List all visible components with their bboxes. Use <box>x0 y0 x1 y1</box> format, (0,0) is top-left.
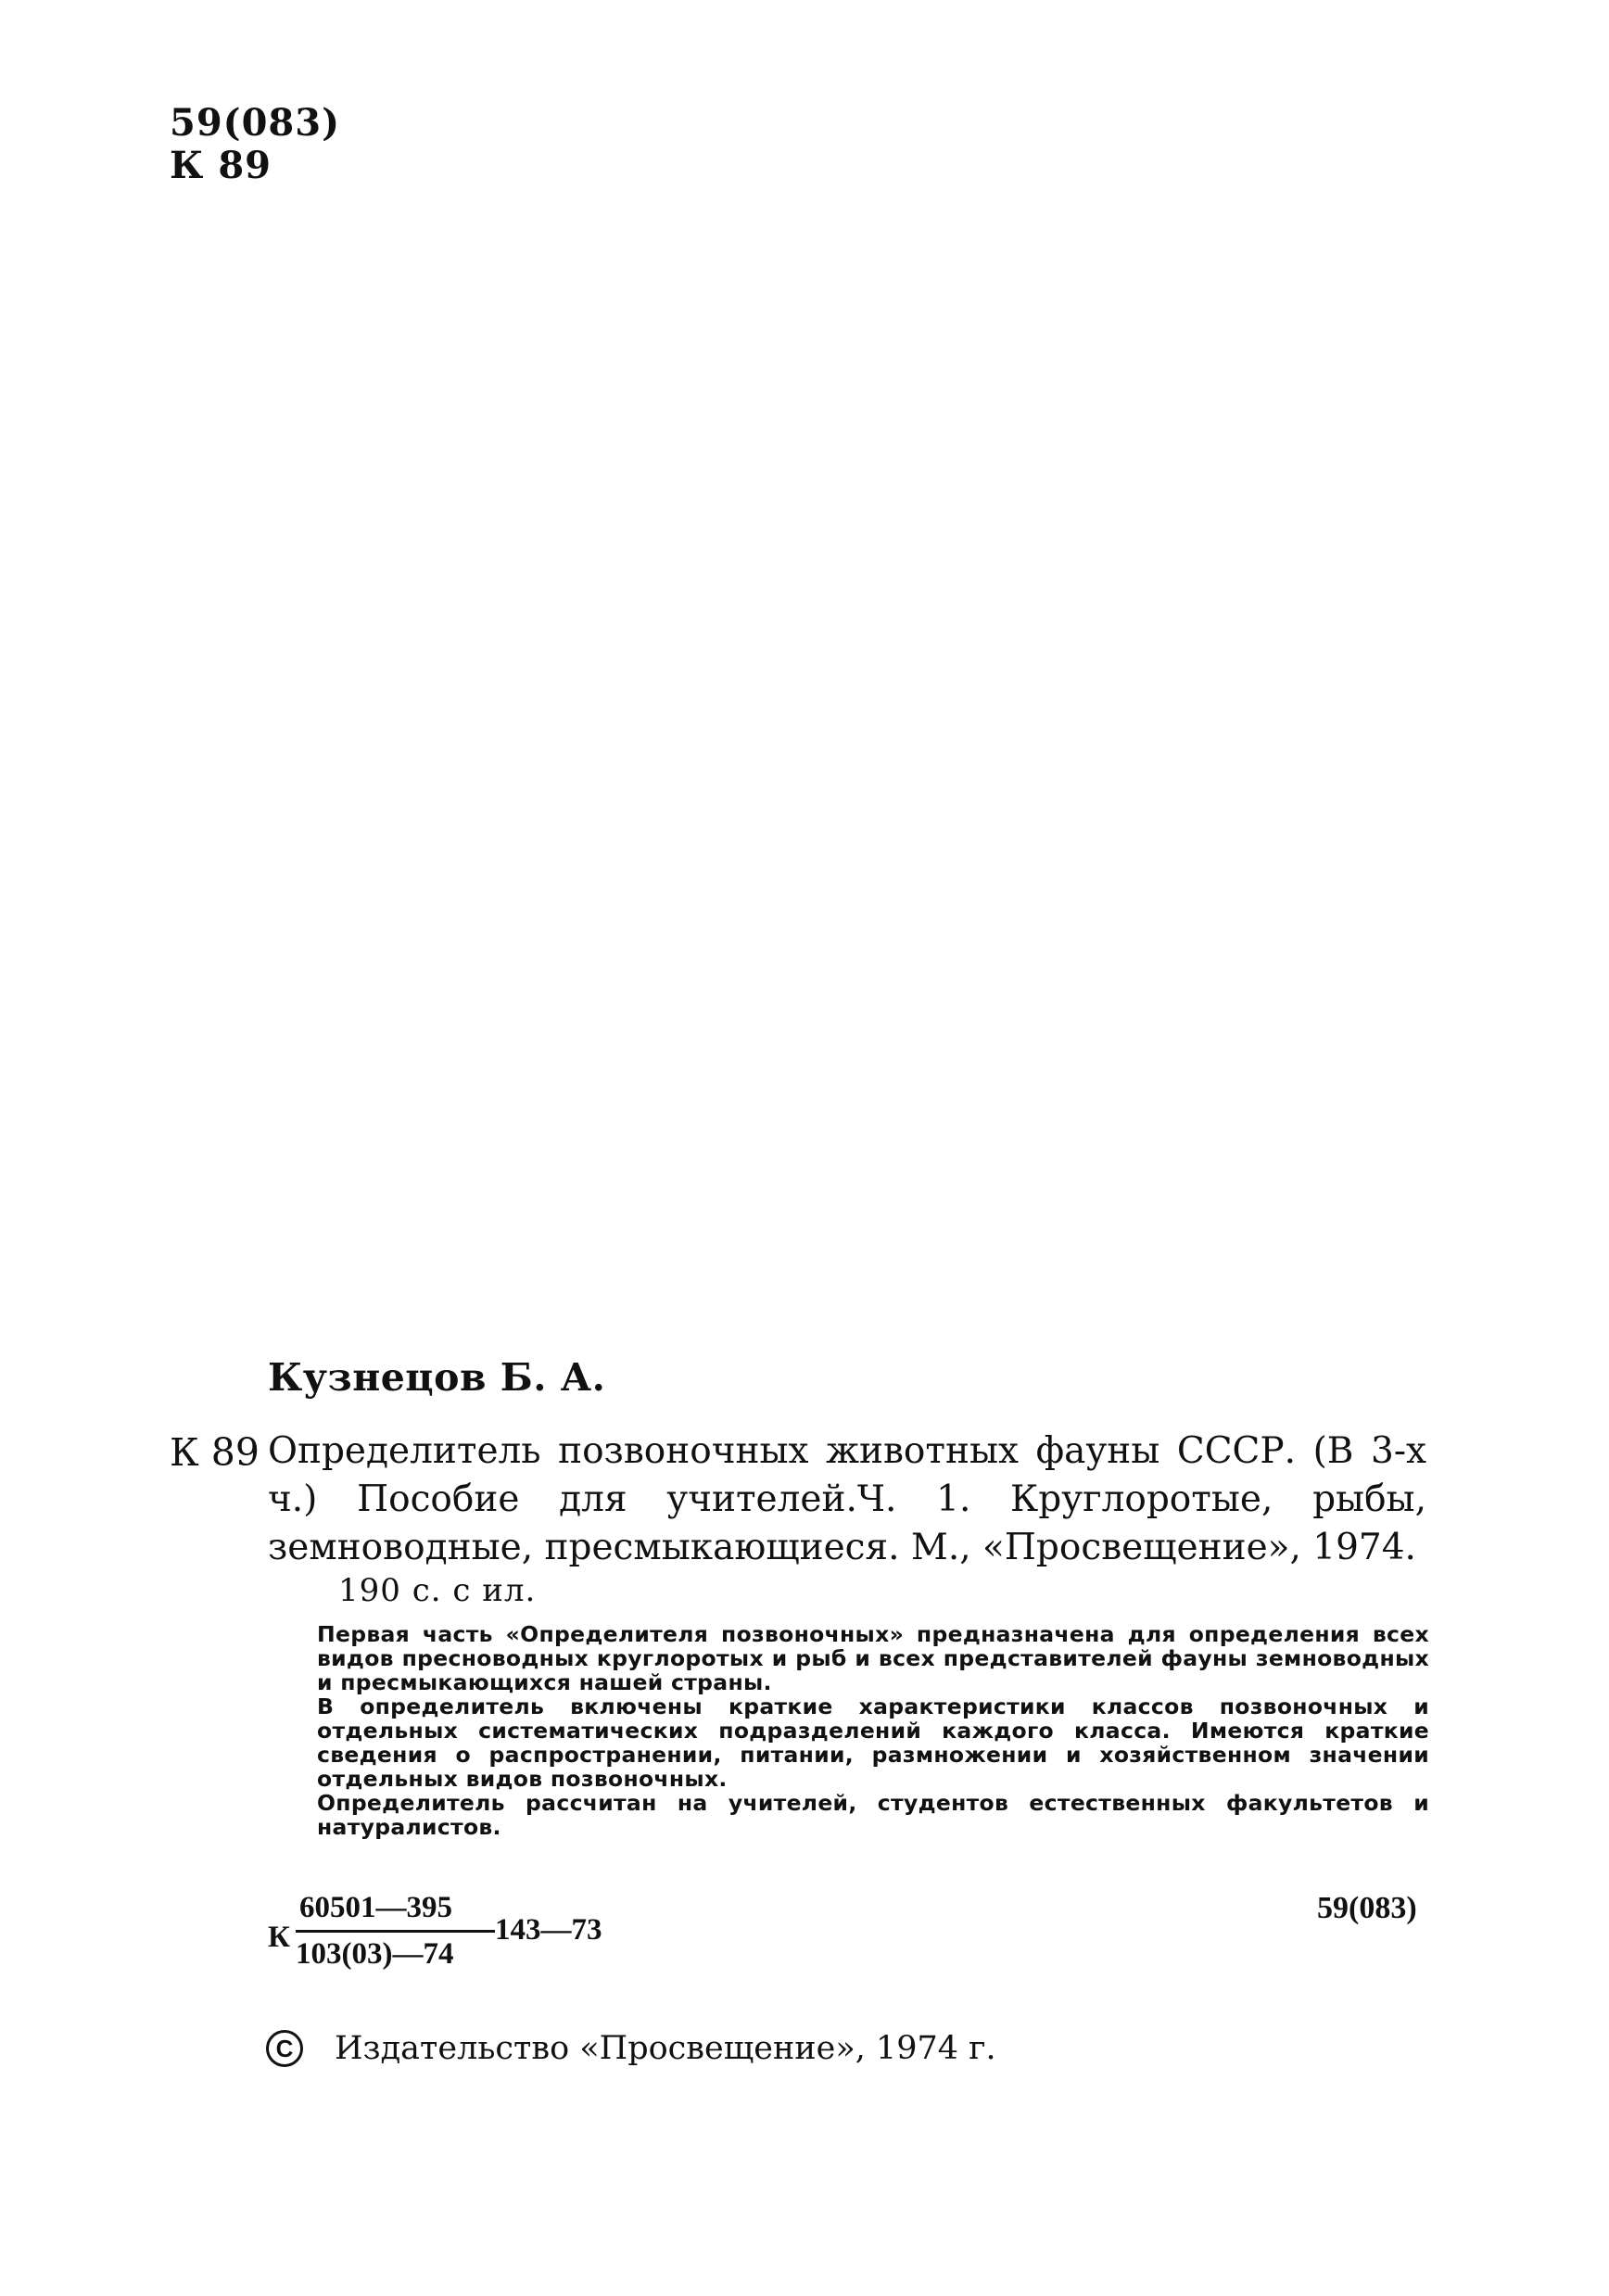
copyright-line <box>266 2030 996 2067</box>
udc-classification-bottom: 59(083) <box>1317 1891 1417 1925</box>
index-suffix: 143—73 <box>495 1913 602 1947</box>
copyright-icon: C <box>266 2030 303 2067</box>
index-denominator: 103(03)—74 <box>296 1937 454 1971</box>
bibliographic-title: Определитель позвоночных животных фауны СССР. (В 3-х ч.) Пособие для учителей.Ч. 1. Круглоротые, рыбы, земноводные, пресмыкающиеся. М., «Просвещение», 1974. <box>268 1430 1426 1568</box>
annotation-paragraph: Определитель рассчитан на учителей, студентов естественных факультетов и натуралистов. <box>317 1790 1429 1840</box>
call-number: К 89 <box>170 1430 260 1475</box>
index-numerator: 60501—395 <box>299 1891 452 1924</box>
annotation-paragraph: В определитель включены краткие характеристики классов позвоночных и отдельных систематических подразделений каждого класса. Имеются краткие сведения о распространении, питании, размножении и хозяйственном значении отдельных видов позвоночных. <box>317 1693 1429 1792</box>
annotation-paragraph: Первая часть «Определителя позвоночных» предназначена для определения всех видов пресноводных круглоротых и рыб и всех представителей фауны земноводных и пресмыкающихся нашей страны. <box>317 1621 1429 1695</box>
udc-classification-top <box>170 102 340 187</box>
annotation-block <box>317 1622 1429 1839</box>
udc-code: 59(083) <box>170 101 341 145</box>
fraction-bar <box>296 1930 495 1933</box>
copyright-text: Издательство «Просвещение», 1974 г. <box>335 2030 996 2067</box>
publisher-index-formula <box>268 1891 657 1974</box>
author-name: Кузнецов Б. А. <box>268 1355 606 1400</box>
author-mark-code: К 89 <box>170 144 272 187</box>
index-prefix: К <box>268 1921 290 1954</box>
page-count-info: 190 с. с ил. <box>338 1572 537 1609</box>
